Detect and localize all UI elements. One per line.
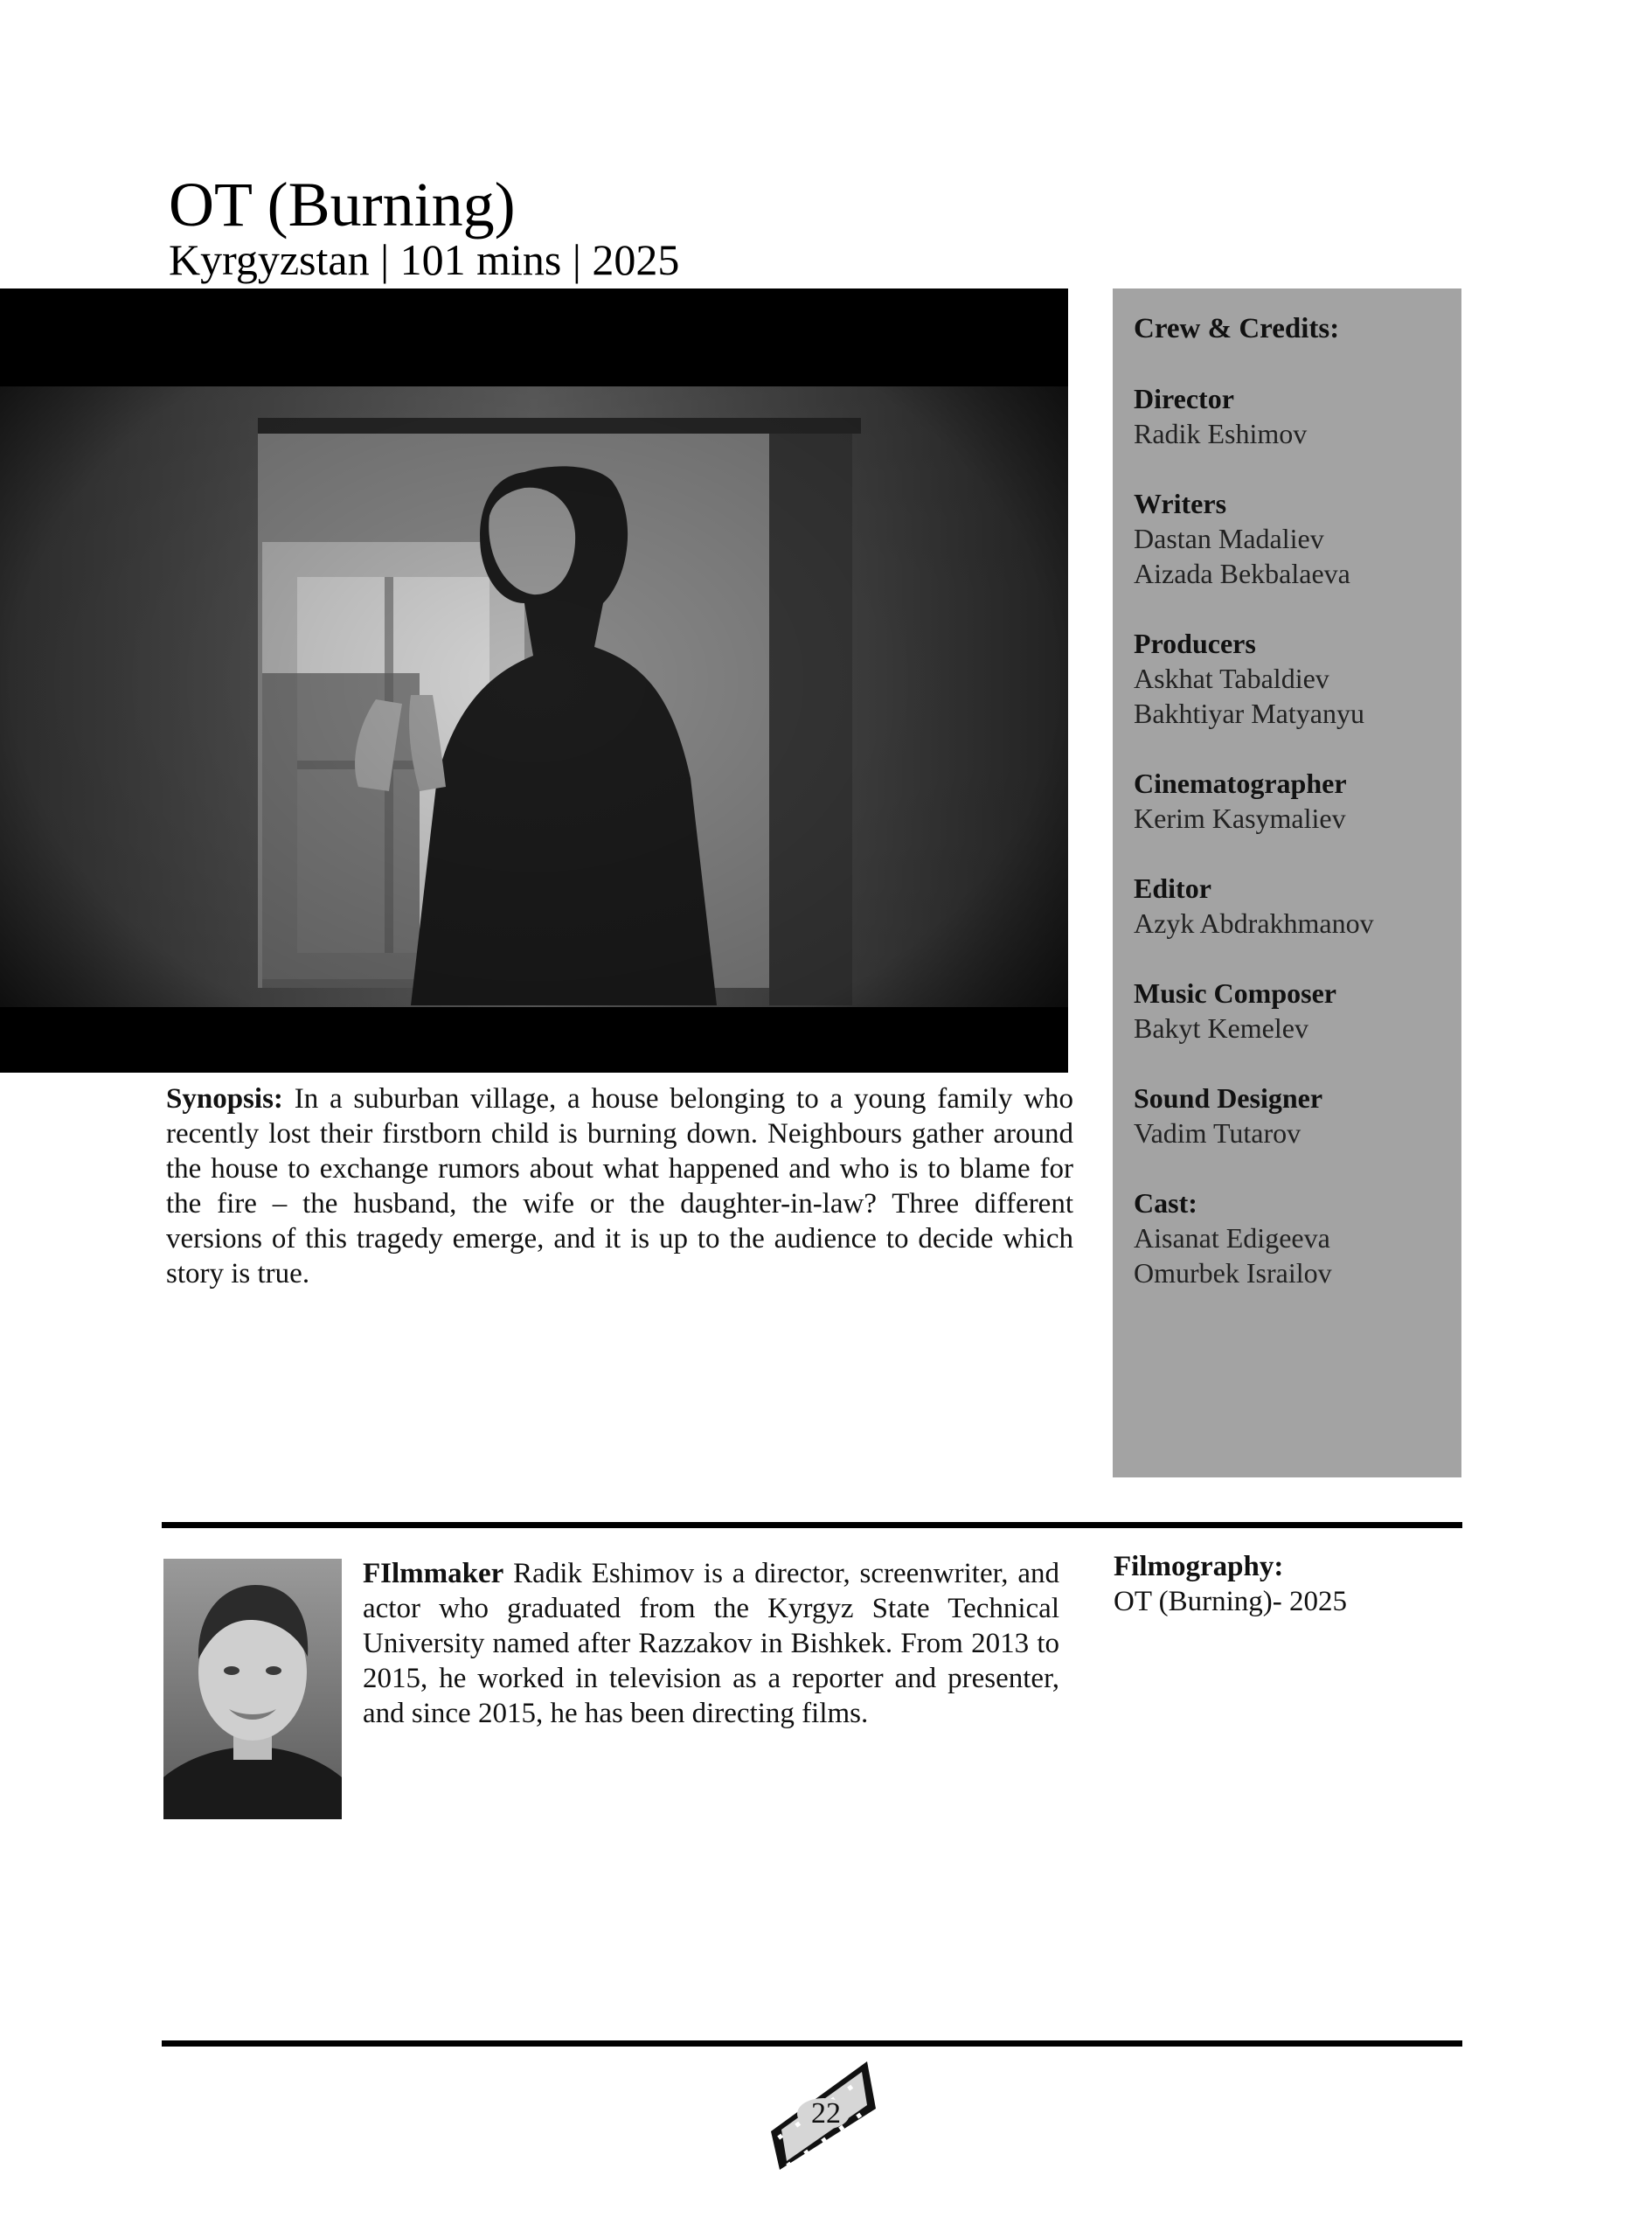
credit-name: Aizada Bekbalaeva xyxy=(1134,558,1350,589)
credit-role: Producers xyxy=(1134,628,1256,659)
credit-group-sound-designer xyxy=(1134,1081,1440,1150)
credit-name: Kerim Kasymaliev xyxy=(1134,803,1346,834)
filmmaker-text: Radik Eshimov is a director, screenwriter, and actor who graduated from the Kyrgyz State Technical University named after Razzakov in Bishkek. From 2013 to 2015, he worked in television as a reporter and presenter, and since 2015, he has been directing films. xyxy=(363,1558,1059,1729)
credit-role: Cast: xyxy=(1134,1187,1197,1219)
synopsis-paragraph xyxy=(166,1081,1073,1291)
filmmaker-portrait xyxy=(163,1559,342,1819)
filmmaker-bio xyxy=(363,1556,1059,1731)
credit-name: Askhat Tabaldiev xyxy=(1134,663,1329,694)
credit-role: Sound Designer xyxy=(1134,1082,1323,1114)
credit-role: Writers xyxy=(1134,488,1227,519)
credit-name: Bakyt Kemelev xyxy=(1134,1012,1308,1044)
synopsis-label: Synopsis: xyxy=(166,1083,283,1115)
credit-role: Director xyxy=(1134,383,1234,414)
credit-name: Dastan Madaliev xyxy=(1134,523,1324,554)
credit-group-writers xyxy=(1134,486,1440,591)
footer-divider xyxy=(162,2040,1462,2047)
credits-heading: Crew & Credits: xyxy=(1134,313,1340,344)
credit-role: Editor xyxy=(1134,872,1211,904)
section-divider xyxy=(162,1522,1462,1528)
credit-group-music-composer xyxy=(1134,976,1440,1046)
credit-name: Aisanat Edigeeva xyxy=(1134,1222,1330,1254)
page-number: 22 xyxy=(811,2097,841,2130)
filmmaker-label: FIlmmaker xyxy=(363,1558,504,1589)
credit-role: Cinematographer xyxy=(1134,768,1347,799)
filmography-item: OT (Burning)- 2025 xyxy=(1114,1586,1348,1617)
credit-group-cast xyxy=(1134,1185,1440,1290)
credit-name: Azyk Abdrakhmanov xyxy=(1134,907,1374,939)
synopsis-text: In a suburban village, a house belonging to a young family who recently lost their firstborn child is burning down. Neighbours gather around the house to exchange rumors about what happened and who is to blame for the fire – the husband, the wife or the daughter-in-law? Three different versions of this tragedy emerge, and it is up to the audience to decide which story is true. xyxy=(166,1083,1073,1289)
credit-name: Radik Eshimov xyxy=(1134,418,1308,449)
credit-name: Vadim Tutarov xyxy=(1134,1117,1301,1149)
film-still-image xyxy=(0,288,1068,1073)
filmography-heading: Filmography: xyxy=(1114,1551,1284,1582)
film-meta: Kyrgyzstan | 101 mins | 2025 xyxy=(169,235,680,284)
credit-group-director xyxy=(1134,381,1440,451)
credits-panel xyxy=(1113,288,1461,1477)
credit-name: Omurbek Israilov xyxy=(1134,1257,1332,1289)
film-title: OT (Burning) xyxy=(169,170,516,240)
credit-role: Music Composer xyxy=(1134,977,1336,1009)
credit-group-cinematographer xyxy=(1134,766,1440,836)
credit-group-editor xyxy=(1134,871,1440,941)
filmography-section xyxy=(1114,1549,1463,1619)
credit-name: Bakhtiyar Matyanyu xyxy=(1134,698,1364,729)
credit-group-producers xyxy=(1134,626,1440,731)
